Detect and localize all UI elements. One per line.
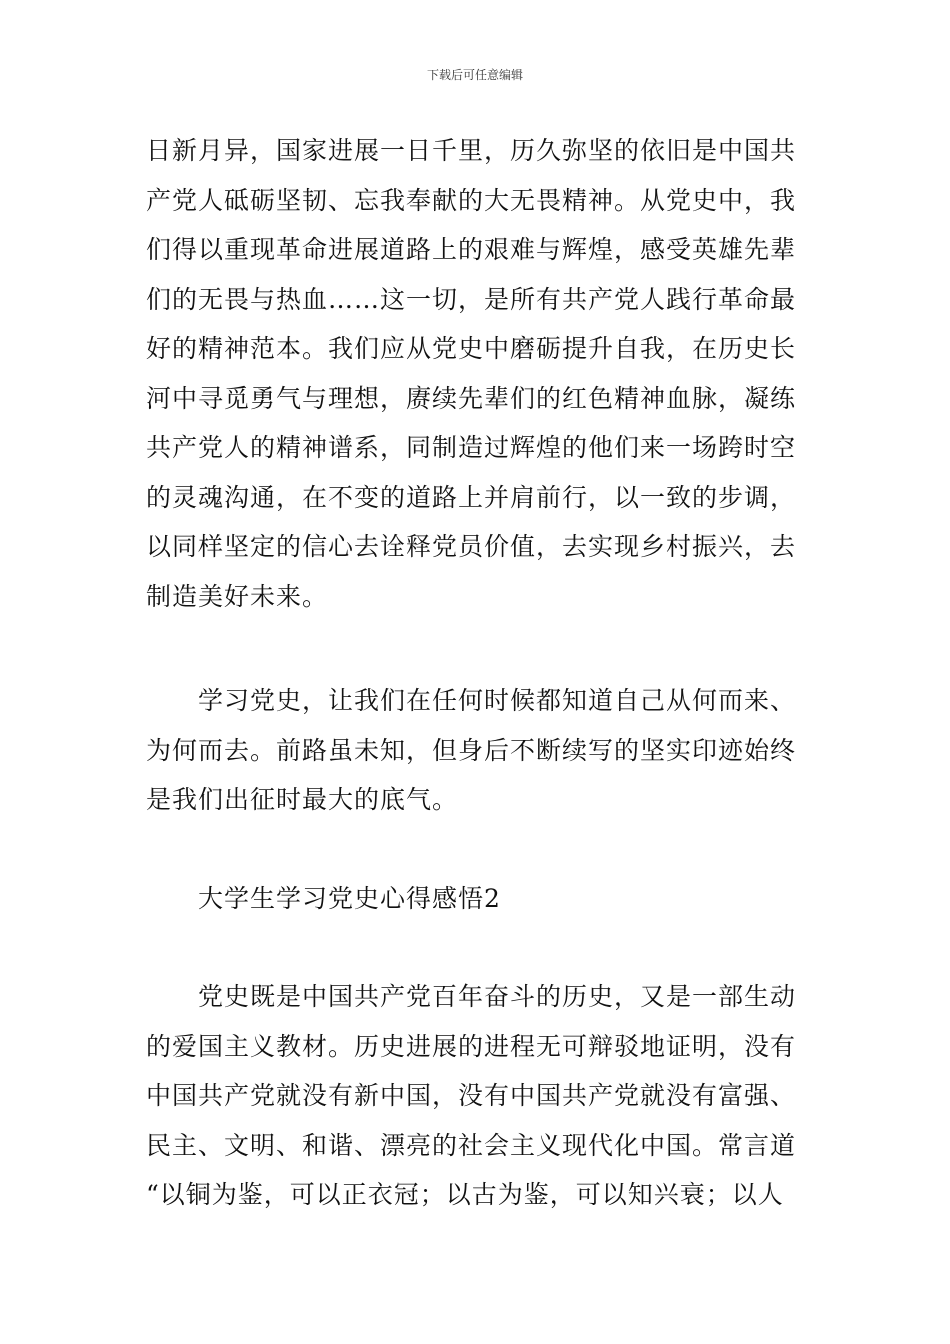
text-line: 的灵魂沟通，在不变的道路上并肩前行，以一致的步调， (146, 482, 797, 512)
text-line: 学习党史，让我们在任何时候都知道自己从何而来、 (198, 686, 797, 715)
text-line: 河中寻觅勇气与理想，赓续先辈们的红色精神血脉，凝练 (146, 383, 797, 413)
text-line: 共产党人的精神谱系，同制造过辉煌的他们来一场跨时空 (146, 433, 797, 462)
section-heading-text: 大学生学习党史心得感悟2 (198, 884, 501, 913)
text-line: 的爱国主义教材。历史进展的进程无可辩驳地证明，没有 (146, 1031, 797, 1061)
text-line: 民主、文明、和谐、漂亮的社会主义现代化中国。常言道 (146, 1130, 797, 1160)
text-line: 为何而去。前路虽未知，但身后不断续写的坚实印迹始终 (146, 735, 797, 765)
page-header: 下载后可任意编辑 (426, 68, 523, 82)
text-line: 产党人砥砺坚韧、忘我奉献的大无畏精神。从党史中，我 (146, 185, 797, 215)
paragraph-2 (146, 676, 810, 825)
paragraph-1 (146, 126, 810, 621)
text-line: 党史既是中国共产党百年奋斗的历史，又是一部生动 (198, 982, 797, 1011)
text-line: 们得以重现革命进展道路上的艰难与辉煌，感受英雄先辈 (146, 235, 797, 264)
text-line: 们的无畏与热血……这一切，是所有共产党人践行革命最 (146, 284, 797, 314)
text-line: 以同样坚定的信心去诠释党员价值，去实现乡村振兴，去 (146, 532, 797, 561)
text-line: 中国共产党就没有新中国，没有中国共产党就没有富强、 (146, 1081, 797, 1110)
paragraph-3 (146, 972, 810, 1220)
text-line: 日新月异，国家进展一日千里，历久弥坚的依旧是中国共 (146, 136, 797, 165)
section-heading (146, 874, 810, 924)
text-line: 是我们出征时最大的底气。 (146, 785, 459, 814)
text-line: 好的精神范本。我们应从党史中磨砺提升自我，在历史长 (146, 334, 797, 363)
text-line: 制造美好未来。 (146, 581, 329, 611)
text-line: “以铜为鉴，可以正衣冠；以古为鉴，可以知兴衰；以人 (146, 1180, 784, 1209)
